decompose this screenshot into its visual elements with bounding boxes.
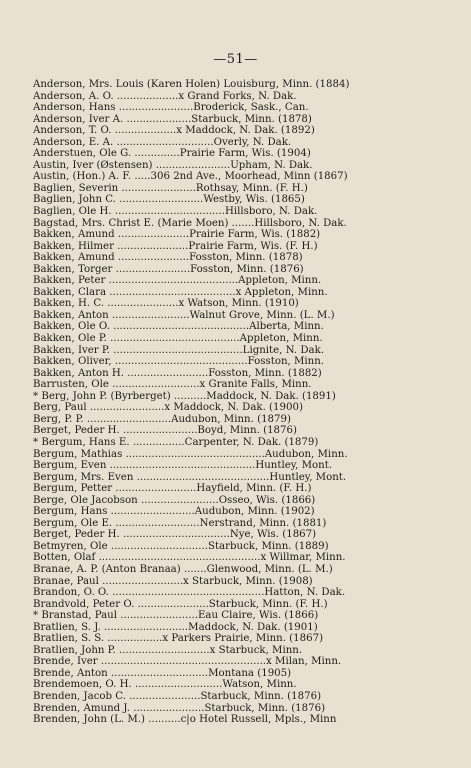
entry-row: Barrusten, Ole ...........................x Granite Falls, Minn. (33, 379, 312, 391)
entry-row: Bratlien, John P. ............................x Starbuck, Minn. (33, 644, 303, 656)
entry-row: Anderson, A. O. ...................x Grand Forks, N. Dak. (33, 90, 297, 102)
entry-row: Berg, P. P. ..........................Audubon, Minn. (1879) (33, 413, 291, 425)
entry-row: Baglien, Ole H. ..................................Hillsboro, N. Dak. (33, 206, 318, 218)
entry-row: Brandvold, Peter O. ......................Starbuck, Minn. (F. H.) (33, 598, 328, 610)
entry-row: Austin, (Hon.) A. F. .....306 2nd Ave., Moorhead, Minn (1867) (33, 171, 348, 183)
entry-row: Brandon, O. O. ...............................................Hatton, N. Dak. (33, 587, 346, 599)
entry-row: Botten, Olaf ..................................................x Willmar, Minn. (33, 552, 346, 564)
entry-row: Bergum, Petter .........................Hayfield, Minn. (F. H.) (33, 483, 312, 495)
entry-row: Bakken, H. C. ......................x Watson, Minn. (1910) (33, 298, 299, 310)
entry-row: Anderson, E. A. ..............................Overly, N. Dak. (33, 136, 292, 148)
entry-row: Branae, A. P. (Anton Branaa) .......Glenwood, Minn. (L. M.) (33, 563, 333, 575)
entry-row: Bakken, Iver P. ........................................Lignite, N. Dak. (33, 344, 325, 356)
entry-row: Bakken, Peter ........................................Appleton, Minn. (33, 275, 322, 287)
entry-row: Berge, Ole Jacobson ........................Osseo, Wis. (1866) (33, 494, 316, 506)
entry-row: Brendemoen, O. H. ...........................Watson, Minn. (33, 679, 297, 691)
entry-row: Brenden, Jacob C. ......................Starbuck, Minn. (1876) (33, 690, 322, 702)
entry-row: Bagstad, Mrs. Christ E. (Marie Moen) .......Hillsboro, N. Dak. (33, 217, 347, 229)
entry-row: Bakken, Oliver, .........................................Fosston, Minn. (33, 356, 325, 368)
entry-row: Bakken, Ole P. ........................................Appleton, Minn. (33, 333, 323, 345)
entry-row: Bergum, Mrs. Even .........................................Huntley, Mont. (33, 471, 347, 483)
entry-row: Bergum, Ole E. ..........................Nerstrand, Minn. (1881) (33, 517, 327, 529)
entry-row: Anderson, Mrs. Louis (Karen Holen) Louisburg, Minn. (1884) (33, 79, 350, 90)
entry-row: Bakken, Anton ........................Walnut Grove, Minn. (L. M.) (33, 309, 335, 321)
entry-row: Bratlien, S. S. .................x Parkers Prairie, Minn. (1867) (33, 633, 324, 645)
entry-list (33, 79, 389, 726)
entry-row: Berget, Peder H. .......................Boyd, Minn. (1876) (33, 425, 297, 437)
entry-row: Bakken, Torger .......................Fosston, Minn. (1876) (33, 263, 304, 275)
entry-row: Anderson, Hans .......................Broderick, Sask., Can. (33, 102, 309, 114)
entry-row: Bakken, Clara .......................................x Appleton, Minn. (33, 286, 328, 298)
entry-row: Bratlien, S. J. ..........................Maddock, N. Dak. (1901) (33, 621, 318, 633)
entry-row: Brende, Iver ...................................................x Milan, Minn. (33, 656, 342, 668)
entry-row: Brende, Anton ..............................Montana (1905) (33, 667, 292, 679)
entry-row: Bakken, Anton H. .........................Fosston, Minn. (1882) (33, 367, 322, 379)
entry-row: Baglien, Severin .......................Rothsay, Minn. (F. H.) (33, 182, 308, 194)
entry-row: * Bergum, Hans E. ................Carpenter, N. Dak. (1879) (33, 436, 319, 448)
entry-row: Baglien, John C. ..........................Westby, Wis. (1865) (33, 194, 305, 206)
entry-row: Betmyren, Ole ..............................Starbuck, Minn. (1889) (33, 540, 329, 552)
entry-row: Berg, Paul .......................x Maddock, N. Dak. (1900) (33, 402, 303, 414)
entry-row: * Branstad, Paul ........................Eau Claire, Wis. (1866) (33, 610, 319, 622)
entry-row: Bergum, Mathias ...........................................Audubon, Minn. (33, 448, 348, 460)
entry-row: Berget, Peder H. .................................Nye, Wis. (1867) (33, 529, 317, 541)
entry-row: Bergum, Hans ..........................Audubon, Minn. (1902) (33, 506, 315, 518)
entry-row: Bakken, Amund ......................Fosston, Minn. (1878) (33, 252, 303, 264)
entry-row: Bakken, Ole O. ..........................................Alberta, Minn. (33, 321, 324, 333)
entry-row: Bergum, Even .............................................Huntley, Mont. (33, 460, 333, 472)
page-number: —51— (213, 52, 258, 67)
entry-row: Anderstuen, Ole G. ..............Prairie Farm, Wis. (1904) (33, 148, 311, 160)
entry-row: Brenden, Amund J. ......................Starbuck, Minn. (1876) (33, 702, 326, 714)
entry-row: * Berg, John P. (Byrberget) ..........Maddock, N. Dak. (1891) (33, 390, 336, 402)
entry-row: Anderson, Iver A. ....................Starbuck, Minn. (1878) (33, 113, 312, 125)
entry-row: Bakken, Amund ......................Prairie Farm, Wis. (1882) (33, 229, 321, 241)
entry-row: Branae, Paul .........................x Starbuck, Minn. (1908) (33, 575, 313, 587)
entry-row: Bakken, Hilmer ......................Prairie Farm, Wis. (F. H.) (33, 240, 318, 252)
entry-row: Austin, Iver (Østensen) .......................Upham, N. Dak. (33, 159, 313, 171)
entry-row: Anderson, T. O. ...................x Maddock, N. Dak. (1892) (33, 125, 315, 137)
entry-row: Brenden, John (L. M.) ..........c|o Hotel Russell, Mpls., Minn (33, 714, 337, 726)
